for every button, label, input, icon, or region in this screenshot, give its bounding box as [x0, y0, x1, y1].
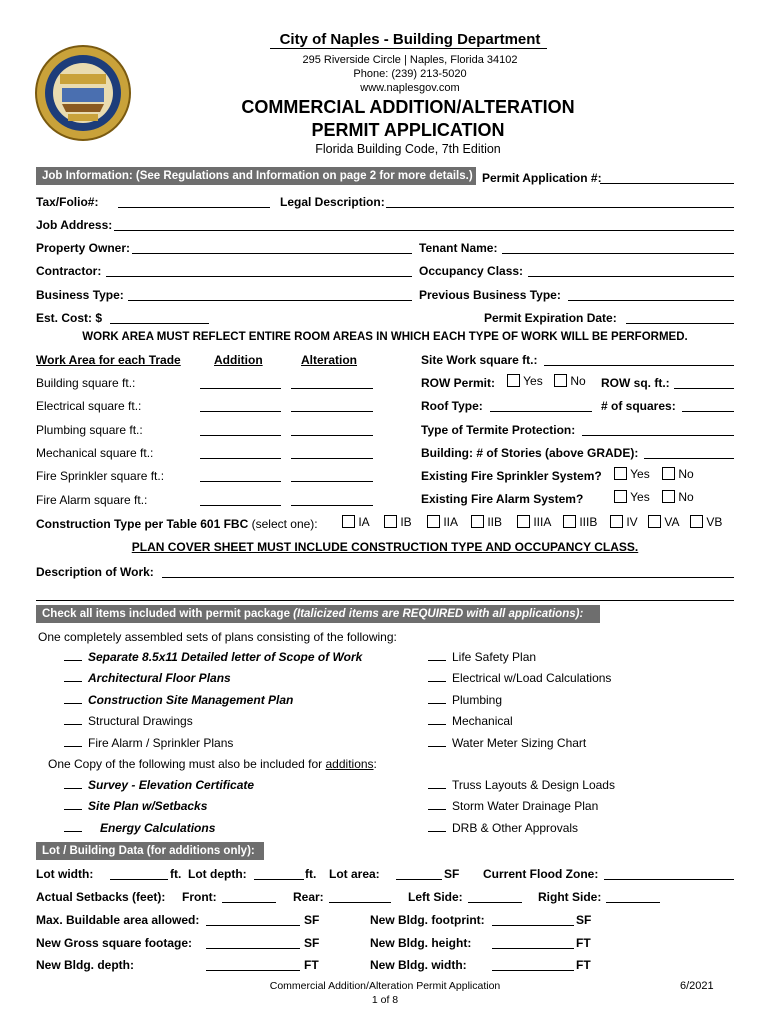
est-cost-field[interactable]	[110, 323, 209, 324]
contractor-field[interactable]	[106, 276, 412, 277]
dept-underline	[270, 48, 547, 49]
bldg-depth-label: New Bldg. depth:	[36, 958, 134, 972]
work-area-notice: WORK AREA MUST REFLECT ENTIRE ROOM AREAS IN WHICH EACH TYPE OF WORK WILL BE PERFORMED.	[82, 331, 688, 343]
checklist-item-label: Construction Site Management Plan	[88, 692, 294, 707]
checkbox[interactable]	[471, 515, 484, 528]
sf-unit: SF	[444, 867, 460, 881]
alteration-sqft-field[interactable]	[291, 505, 373, 506]
left-side-field[interactable]	[468, 902, 522, 903]
checklist-item-label: Fire Alarm / Sprinkler Plans	[88, 735, 234, 750]
construction-type-label: IIB	[487, 515, 503, 529]
front-field[interactable]	[222, 902, 276, 903]
ft-unit: FT	[304, 958, 319, 972]
checkbox[interactable]	[384, 515, 397, 528]
right-side-field[interactable]	[606, 902, 660, 903]
checklist-item[interactable]	[428, 736, 586, 750]
construction-type-option[interactable]	[690, 515, 722, 529]
flood-zone-label: Current Flood Zone:	[483, 867, 599, 881]
checklist-item-label: Storm Water Drainage Plan	[452, 799, 599, 814]
termite-field[interactable]	[582, 435, 734, 436]
checklist-blank[interactable]	[64, 779, 82, 789]
construction-type-option[interactable]	[471, 515, 502, 529]
checklist-item-label: Separate 8.5x11 Detailed letter of Scope of Work	[88, 650, 363, 664]
no-label: No	[570, 374, 586, 388]
job-address-label: Job Address:	[36, 218, 113, 232]
construction-type-label: VB	[706, 515, 723, 529]
addition-sqft-field[interactable]	[200, 481, 281, 482]
checklist-item[interactable]	[428, 650, 536, 664]
max-area-field[interactable]	[206, 925, 300, 926]
tenant-name-label: Tenant Name:	[419, 241, 498, 255]
checklist-blank[interactable]	[64, 822, 82, 832]
stories-label: Building: # of Stories (above GRADE):	[421, 446, 639, 460]
gross-sqft-label: New Gross square footage:	[36, 936, 193, 950]
plan-cover-notice: PLAN COVER SHEET MUST INCLUDE CONSTRUCTION TYPE AND OCCUPANCY CLASS.	[131, 540, 639, 554]
checklist-item[interactable]	[428, 821, 578, 835]
rear-field[interactable]	[329, 902, 391, 903]
checkbox[interactable]	[507, 374, 520, 387]
rear-label: Rear:	[293, 890, 324, 904]
checklist-blank[interactable]	[64, 651, 82, 661]
yes-label: Yes	[630, 490, 650, 504]
checkbox[interactable]	[342, 515, 355, 528]
plans-intro: One completely assembled sets of plans consisting of the following:	[38, 630, 397, 644]
checklist-blank[interactable]	[428, 737, 446, 747]
bldg-width-label: New Bldg. width:	[370, 958, 467, 972]
height-field[interactable]	[492, 948, 574, 949]
sf-unit: SF	[304, 913, 320, 927]
alteration-sqft-field[interactable]	[291, 435, 373, 436]
row-sqft-label: ROW sq. ft.:	[601, 376, 670, 390]
alteration-sqft-field[interactable]	[291, 388, 373, 389]
squares-label: # of squares:	[601, 399, 676, 413]
occupancy-class-field[interactable]	[528, 276, 734, 277]
construction-type-option[interactable]	[517, 515, 551, 529]
alteration-column-header: Alteration	[301, 353, 358, 367]
lot-area-field[interactable]	[396, 879, 442, 880]
checklist-item[interactable]	[64, 799, 207, 813]
lot-depth-field[interactable]	[254, 879, 304, 880]
checklist-item-label: Site Plan w/Setbacks	[88, 799, 208, 814]
tax-folio-field[interactable]	[118, 207, 270, 208]
bldg-depth-field[interactable]	[206, 970, 300, 971]
addition-sqft-field[interactable]	[200, 435, 281, 436]
checklist-bar-italic: (Italicized items are REQUIRED with all applications):	[293, 608, 584, 620]
checklist-blank[interactable]	[64, 737, 82, 747]
description-field-2[interactable]	[36, 600, 734, 601]
trade-row-label: Building square ft.:	[36, 376, 136, 390]
one-copy-post: :	[373, 757, 377, 771]
trade-row-label: Plumbing square ft.:	[36, 422, 143, 437]
checklist-item-label: Water Meter Sizing Chart	[452, 735, 587, 750]
checklist-item-label: Survey - Elevation Certificate	[88, 778, 255, 792]
address-text: 295 Riverside Circle | Naples, Florida 34102	[302, 54, 518, 66]
checklist-blank[interactable]	[428, 694, 446, 704]
permit-number-label: Permit Application #:	[482, 171, 602, 185]
lot-width-field[interactable]	[110, 879, 168, 880]
description-field-1[interactable]	[162, 577, 734, 578]
construction-type-label: VA	[664, 515, 680, 529]
checklist-item[interactable]	[428, 671, 611, 685]
checklist-item-label: Architectural Floor Plans	[88, 671, 231, 686]
no-label: No	[678, 467, 694, 481]
addition-sqft-field[interactable]	[200, 505, 281, 506]
roof-type-label: Roof Type:	[421, 399, 483, 413]
job-address-field[interactable]	[114, 230, 734, 231]
checklist-blank[interactable]	[64, 800, 82, 810]
business-type-field[interactable]	[128, 300, 412, 301]
site-work-field[interactable]	[544, 365, 734, 366]
lot-depth-label: Lot depth:	[188, 867, 247, 881]
no-label: No	[678, 490, 694, 504]
construction-type-option[interactable]	[342, 515, 370, 529]
checklist-item[interactable]	[428, 799, 598, 813]
select-one-text: (select one):	[251, 517, 318, 531]
construction-type-option[interactable]	[427, 515, 458, 529]
addition-sqft-field[interactable]	[200, 411, 281, 412]
alteration-sqft-field[interactable]	[291, 458, 373, 459]
checklist-item-label: DRB & Other Approvals	[452, 820, 579, 835]
checkbox[interactable]	[662, 467, 675, 480]
checkbox[interactable]	[614, 490, 627, 503]
sprinkler-no[interactable]	[662, 467, 694, 481]
checklist-item[interactable]	[64, 693, 293, 707]
city-seal	[34, 44, 132, 142]
construction-type-row	[36, 517, 318, 531]
property-owner-label: Property Owner:	[36, 241, 131, 255]
checkbox[interactable]	[563, 515, 576, 528]
trade-row-label: Fire Sprinkler square ft.:	[36, 469, 165, 484]
checklist-blank[interactable]	[428, 672, 446, 682]
checkbox[interactable]	[648, 515, 661, 528]
occupancy-class-label: Occupancy Class:	[419, 264, 524, 278]
checklist-blank[interactable]	[428, 779, 446, 789]
legal-description-label: Legal Description:	[280, 195, 385, 209]
fire-sprinkler-label: Existing Fire Sprinkler System?	[421, 469, 602, 483]
checklist-item-label: Life Safety Plan	[452, 650, 537, 664]
checklist-item[interactable]	[64, 736, 233, 750]
additions-text: additions	[325, 757, 374, 771]
alarm-no[interactable]	[662, 490, 694, 504]
trade-row-label: Mechanical square ft.:	[36, 445, 154, 460]
checklist-item-label: Electrical w/Load Calculations	[452, 671, 612, 686]
checklist-blank[interactable]	[428, 800, 446, 810]
checkbox[interactable]	[554, 374, 567, 387]
job-info-bar: Job Information: (See Regulations and Information on page 2 for more details.)	[36, 167, 476, 185]
row-permit-no[interactable]	[554, 374, 586, 388]
construction-type-label: IIIB	[579, 515, 598, 529]
checklist-blank[interactable]	[64, 672, 82, 682]
construction-type-option[interactable]	[563, 515, 597, 529]
department-name: City of Naples - Building Department	[279, 31, 541, 48]
checklist-item[interactable]	[64, 650, 362, 664]
checklist-item[interactable]	[428, 693, 502, 707]
checkbox[interactable]	[662, 490, 675, 503]
gross-sqft-field[interactable]	[206, 948, 300, 949]
description-label: Description of Work:	[36, 565, 154, 579]
lot-data-bar: Lot / Building Data (for additions only):	[36, 842, 264, 860]
ft-unit: FT	[576, 936, 591, 950]
checklist-blank[interactable]	[428, 651, 446, 661]
construction-type-label: IV	[626, 515, 638, 529]
checklist-blank[interactable]	[64, 694, 82, 704]
checklist-bar	[36, 605, 600, 623]
form-title-line2: PERMIT APPLICATION	[311, 120, 505, 140]
contractor-label: Contractor:	[36, 264, 102, 278]
tax-folio-label: Tax/Folio#:	[36, 195, 99, 209]
footprint-field[interactable]	[492, 925, 574, 926]
phone-text: Phone: (239) 213-5020	[353, 68, 467, 80]
previous-business-type-field[interactable]	[568, 300, 734, 301]
website-text: www.naplesgov.com	[360, 82, 460, 94]
footprint-label: New Bldg. footprint:	[370, 913, 485, 927]
one-copy-pre: One Copy of the following must also be included for	[48, 757, 326, 771]
max-area-label: Max. Buildable area allowed:	[36, 913, 200, 927]
lot-width-label: Lot width:	[36, 867, 94, 881]
alteration-sqft-field[interactable]	[291, 411, 373, 412]
checklist-item-label: Structural Drawings	[88, 714, 193, 729]
trade-row-label: Fire Alarm square ft.:	[36, 492, 148, 507]
checklist-blank[interactable]	[428, 715, 446, 725]
revision-date: 6/2021	[680, 980, 714, 992]
termite-label: Type of Termite Protection:	[421, 423, 576, 437]
tenant-name-field[interactable]	[502, 253, 734, 254]
left-side-label: Left Side:	[408, 890, 463, 904]
permit-number-field[interactable]	[600, 183, 734, 184]
construction-type-label: Construction Type per Table 601 FBC	[36, 517, 249, 531]
row-sqft-field[interactable]	[674, 388, 734, 389]
flood-zone-field[interactable]	[604, 879, 734, 880]
ft-unit: FT	[576, 958, 591, 972]
construction-type-label: IIA	[443, 515, 459, 529]
work-area-column-header: Work Area for each Trade	[36, 353, 181, 367]
construction-type-option[interactable]	[384, 515, 412, 529]
legal-description-field[interactable]	[386, 207, 734, 208]
lot-area-label: Lot area:	[329, 867, 380, 881]
right-side-label: Right Side:	[538, 890, 602, 904]
row-permit-yes[interactable]	[507, 374, 543, 388]
ft-unit: ft.	[305, 867, 317, 881]
building-code-text: Florida Building Code, 7th Edition	[315, 142, 501, 156]
checklist-blank[interactable]	[428, 822, 446, 832]
sf-unit: SF	[576, 913, 592, 927]
checkbox[interactable]	[427, 515, 440, 528]
bldg-width-field[interactable]	[492, 970, 574, 971]
roof-type-field[interactable]	[490, 411, 592, 412]
checklist-item[interactable]	[64, 671, 231, 685]
construction-type-label: IIIA	[533, 515, 552, 529]
checklist-bar-text: Check all items included with permit package	[42, 608, 294, 620]
checklist-item[interactable]	[64, 821, 215, 835]
row-permit-label: ROW Permit:	[421, 376, 496, 390]
checklist-item-label: Plumbing	[452, 692, 503, 707]
sf-unit: SF	[304, 936, 320, 950]
checkbox[interactable]	[690, 515, 703, 528]
trade-row-label: Electrical square ft.:	[36, 399, 142, 414]
setbacks-label: Actual Setbacks (feet):	[36, 890, 166, 904]
yes-label: Yes	[630, 467, 650, 481]
form-title-line1: COMMERCIAL ADDITION/ALTERATION	[241, 97, 575, 117]
property-owner-field[interactable]	[132, 253, 412, 254]
checkbox[interactable]	[610, 515, 623, 528]
checklist-item-label: Energy Calculations	[100, 820, 216, 835]
checklist-item[interactable]	[64, 714, 193, 728]
previous-business-type-label: Previous Business Type:	[419, 288, 561, 302]
checklist-blank[interactable]	[64, 715, 82, 725]
addition-column-header: Addition	[214, 353, 263, 367]
checkbox[interactable]	[517, 515, 530, 528]
one-copy-text	[48, 757, 377, 771]
checklist-item[interactable]	[428, 714, 513, 728]
sprinkler-yes[interactable]	[614, 467, 650, 481]
checklist-item[interactable]	[428, 778, 615, 792]
addition-sqft-field[interactable]	[200, 458, 281, 459]
height-label: New Bldg. height:	[370, 936, 472, 950]
checklist-item[interactable]	[64, 778, 254, 792]
construction-type-label: IA	[358, 515, 370, 529]
ft-unit: ft.	[170, 867, 182, 881]
alarm-yes[interactable]	[614, 490, 650, 504]
footer-title: Commercial Addition/Alteration Permit Application	[269, 980, 501, 992]
expiration-date-label: Permit Expiration Date:	[484, 311, 617, 325]
stories-field[interactable]	[644, 458, 734, 459]
squares-field[interactable]	[682, 411, 734, 412]
addition-sqft-field[interactable]	[200, 388, 281, 389]
construction-type-label: IB	[400, 515, 412, 529]
front-label: Front:	[182, 890, 217, 904]
expiration-date-field[interactable]	[626, 323, 734, 324]
page-number: 1 of 8	[371, 994, 399, 1006]
checkbox[interactable]	[614, 467, 627, 480]
business-type-label: Business Type:	[36, 288, 124, 302]
site-work-label: Site Work square ft.:	[421, 353, 538, 367]
alteration-sqft-field[interactable]	[291, 481, 373, 482]
construction-type-option[interactable]	[648, 515, 679, 529]
est-cost-label: Est. Cost: $	[36, 311, 103, 325]
fire-alarm-label: Existing Fire Alarm System?	[421, 492, 584, 506]
construction-type-option[interactable]	[610, 515, 638, 529]
checklist-item-label: Mechanical	[452, 714, 513, 729]
checklist-item-label: Truss Layouts & Design Loads	[452, 778, 615, 792]
yes-label: Yes	[523, 374, 543, 388]
